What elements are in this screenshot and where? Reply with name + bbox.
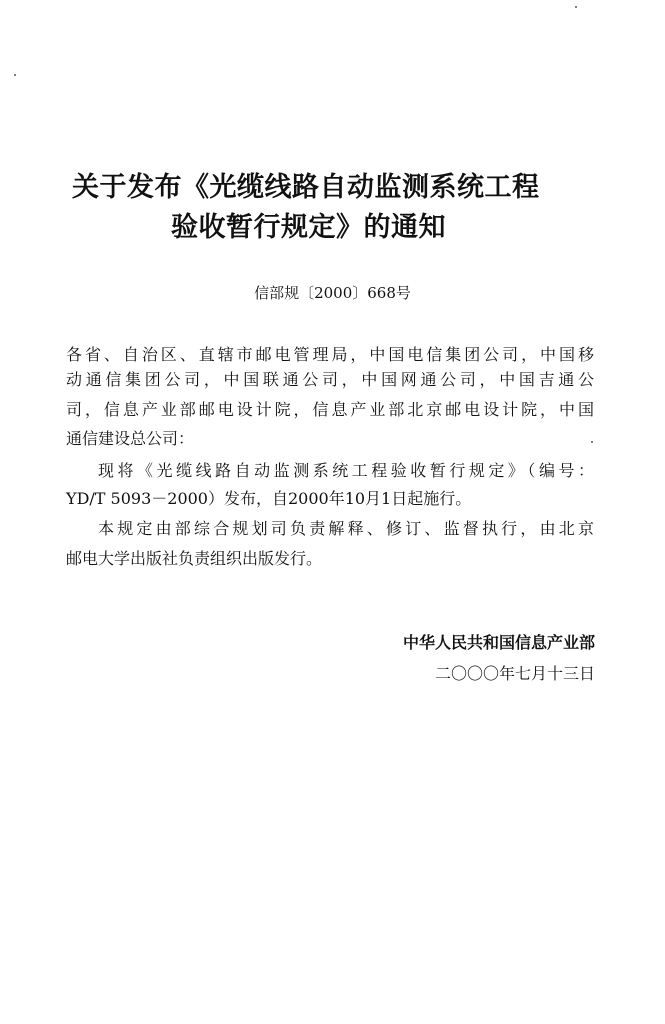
scan-speck	[575, 6, 577, 8]
addressee-line: 动通信集团公司，中国联通公司，中国网通公司，中国吉通公	[66, 370, 594, 389]
document-number: 信部规〔2000〕668号	[254, 284, 411, 302]
signature-organization: 中华人民共和国信息产业部	[402, 633, 595, 652]
addressee-line: 司，信息产业部邮电设计院，信息产业部北京邮电设计院，中国	[66, 400, 594, 419]
paragraph-1-line: 现将《光缆线路自动监测系统工程验收暂行规定》（编号：	[98, 461, 594, 480]
scan-speck	[14, 74, 16, 76]
document-title-line-2: 验收暂行规定》的通知	[171, 212, 446, 243]
addressee-line: 各省、自治区、直辖市邮电管理局，中国电信集团公司，中国移	[66, 345, 594, 364]
addressee-line: 通信建设总公司：	[66, 429, 195, 448]
signature-date: 二〇〇〇年七月十三日	[434, 664, 595, 683]
paragraph-2-line: 本规定由部综合规划司负责解释、修订、监督执行，由北京	[98, 519, 594, 538]
paragraph-2-line: 邮电大学出版社负责组织出版发行。	[66, 549, 323, 568]
document-title-line-1: 关于发布《光缆线路自动监测系统工程	[72, 172, 540, 203]
paragraph-1-line: YD/T 5093－2000）发布，自2000年10月1日起施行。	[66, 489, 472, 508]
